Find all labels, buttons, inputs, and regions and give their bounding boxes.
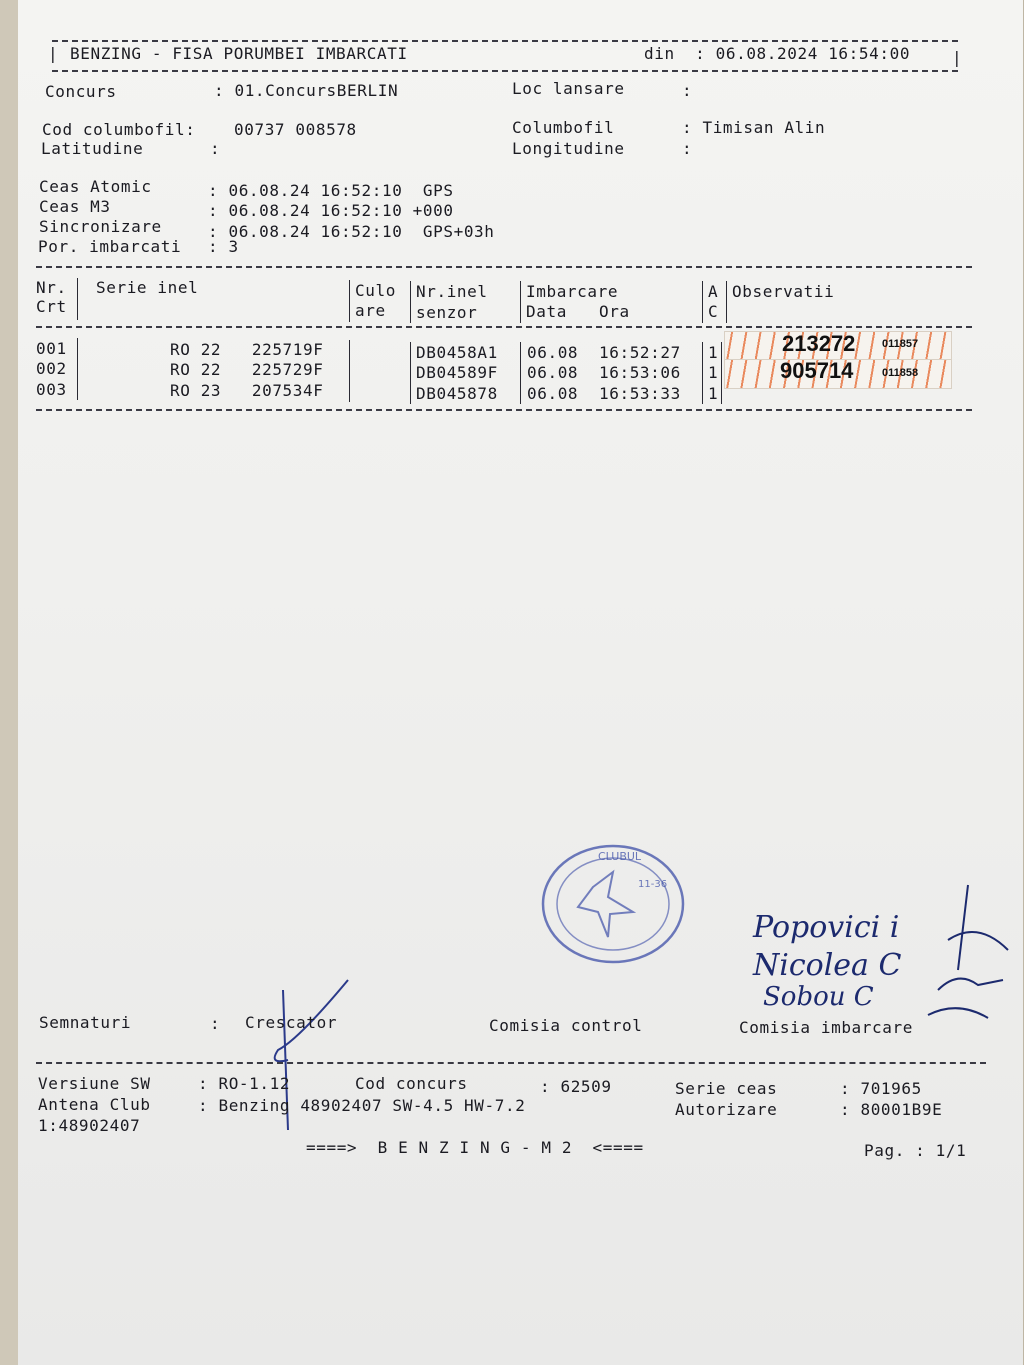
loc-lansare-value: : bbox=[682, 81, 693, 100]
row-3-date: 06.08 bbox=[527, 384, 579, 403]
form-title: BENZING - FISA PORUMBEI IMBARCATI bbox=[70, 44, 408, 63]
col-separator bbox=[349, 280, 350, 322]
concurs-value: : 01.ConcursBERLIN bbox=[214, 81, 399, 100]
row-2-serie: RO 22 225729F bbox=[170, 360, 324, 379]
cod-columbofil-label: Cod columbofil: bbox=[42, 120, 196, 139]
col-culoare-header-2: are bbox=[355, 301, 386, 320]
club-stamp-seal bbox=[538, 842, 688, 967]
table-top-divider bbox=[36, 266, 972, 268]
columbofil-label: Columbofil bbox=[512, 118, 615, 137]
col-separator bbox=[410, 342, 411, 404]
col-ac-header-2: C bbox=[708, 302, 719, 321]
col-separator bbox=[410, 281, 411, 323]
svg-text:CLUBUL: CLUBUL bbox=[598, 850, 642, 863]
col-separator bbox=[721, 342, 722, 404]
cod-concurs-value: : 62509 bbox=[540, 1077, 612, 1096]
row-2-date: 06.08 bbox=[527, 363, 579, 382]
printed-form-sheet bbox=[18, 0, 1023, 1365]
comisia-control-label: Comisia control bbox=[489, 1016, 643, 1035]
longitudine-label: Longitudine bbox=[512, 139, 625, 158]
row-1-serie: RO 22 225719F bbox=[170, 340, 324, 359]
footer-divider bbox=[36, 1062, 986, 1064]
col-nrinel-header-1: Nr.inel bbox=[416, 282, 488, 301]
col-separator bbox=[77, 278, 78, 320]
top-divider bbox=[52, 40, 958, 42]
versiune-sw-label: Versiune SW bbox=[38, 1074, 151, 1093]
col-separator bbox=[520, 281, 521, 323]
embarked-count-label: Por. imbarcati bbox=[38, 237, 182, 256]
col-separator bbox=[77, 338, 78, 400]
autorizare-label: Autorizare bbox=[675, 1100, 778, 1119]
col-data-header: Data bbox=[526, 302, 567, 321]
row-3-ac: 1 bbox=[708, 384, 719, 403]
page-number: Pag. : 1/1 bbox=[864, 1141, 967, 1160]
row-3-sensor: DB045878 bbox=[416, 384, 498, 403]
col-separator bbox=[726, 281, 727, 323]
latitudine-label: Latitudine bbox=[41, 139, 144, 158]
col-ora-header: Ora bbox=[599, 302, 630, 321]
sync-value: : 06.08.24 16:52:10 GPS+03h bbox=[208, 222, 495, 241]
longitudine-value: : bbox=[682, 139, 693, 158]
print-date: din : 06.08.2024 16:54:00 bbox=[644, 44, 911, 63]
sync-label: Sincronizare bbox=[39, 217, 162, 236]
col-separator bbox=[702, 342, 703, 404]
row-1-ac: 1 bbox=[708, 343, 719, 362]
antena-id: 1:48902407 bbox=[38, 1116, 141, 1135]
table-bottom-divider bbox=[36, 409, 972, 411]
latitudine-value: : bbox=[210, 139, 221, 158]
header-divider bbox=[52, 70, 958, 72]
antena-club-label: Antena Club bbox=[38, 1095, 151, 1114]
row-1-time: 16:52:27 bbox=[599, 343, 681, 362]
sticker-2-number: 905714 bbox=[780, 358, 854, 383]
sticker-2-code: 011858 bbox=[882, 367, 919, 379]
embarked-count-value: : 3 bbox=[208, 237, 239, 256]
col-separator bbox=[349, 340, 350, 402]
concurs-label: Concurs bbox=[45, 82, 117, 101]
row-1-nr: 001 bbox=[36, 339, 67, 358]
row-2-nr: 002 bbox=[36, 359, 67, 378]
loc-lansare-label: Loc lansare bbox=[512, 79, 625, 98]
row-2-sensor: DB04589F bbox=[416, 363, 498, 382]
col-serie-header: Serie inel bbox=[96, 278, 199, 297]
signature-strokes bbox=[918, 880, 1018, 1040]
autorizare-value: : 80001B9E bbox=[840, 1100, 943, 1119]
col-imbarcare-header: Imbarcare bbox=[526, 282, 619, 301]
serie-ceas-value: : 701965 bbox=[840, 1079, 922, 1098]
crescator-label: Crescator bbox=[245, 1013, 338, 1032]
row-3-nr: 003 bbox=[36, 380, 67, 399]
clock-m3-value: : 06.08.24 16:52:10 +000 bbox=[208, 201, 454, 220]
device-banner: ====> B E N Z I N G - M 2 <==== bbox=[306, 1138, 644, 1157]
clock-atomic-label: Ceas Atomic bbox=[39, 177, 152, 196]
sticker-1-code: 011857 bbox=[882, 338, 919, 350]
versiune-sw-value: : RO-1.12 bbox=[198, 1074, 291, 1093]
row-1-sensor: DB0458A1 bbox=[416, 343, 498, 362]
row-2-ac: 1 bbox=[708, 363, 719, 382]
handwritten-name-3: Sobou C bbox=[763, 982, 874, 1012]
columbofil-value: : Timisan Alin bbox=[682, 118, 826, 137]
handwritten-name-2: Nicolea C bbox=[753, 948, 902, 983]
cod-concurs-label: Cod concurs bbox=[355, 1074, 468, 1093]
sticker-1-number: 213272 bbox=[782, 331, 856, 356]
row-3-time: 16:53:33 bbox=[599, 384, 681, 403]
col-nr-header-1: Nr. bbox=[36, 278, 67, 297]
col-separator bbox=[702, 281, 703, 323]
antena-club-value: : Benzing 48902407 SW-4.5 HW-7.2 bbox=[198, 1096, 526, 1115]
col-ac-header-1: A bbox=[708, 282, 719, 301]
col-observatii-header: Observatii bbox=[732, 282, 835, 301]
clock-m3-label: Ceas M3 bbox=[39, 197, 111, 216]
handwritten-name-1: Popovici i bbox=[753, 910, 900, 945]
header-left-bar: | bbox=[48, 44, 59, 63]
row-3-serie: RO 23 207534F bbox=[170, 381, 324, 400]
cod-columbofil-value: 00737 008578 bbox=[234, 120, 357, 139]
svg-text:11-36: 11-36 bbox=[638, 879, 668, 890]
row-2-time: 16:53:06 bbox=[599, 363, 681, 382]
row-1-date: 06.08 bbox=[527, 343, 579, 362]
signatures-label: Semnaturi bbox=[39, 1013, 132, 1032]
col-separator bbox=[520, 342, 521, 404]
comisia-imbarcare-label: Comisia imbarcare bbox=[739, 1018, 913, 1037]
col-culoare-header-1: Culo bbox=[355, 281, 396, 300]
table-header-divider bbox=[36, 326, 972, 328]
col-nr-header-2: Crt bbox=[36, 297, 67, 316]
clock-atomic-value: : 06.08.24 16:52:10 GPS bbox=[208, 181, 454, 200]
col-nrinel-header-2: senzor bbox=[416, 303, 478, 322]
signatures-colon: : bbox=[210, 1014, 221, 1033]
header-right-bar: | bbox=[952, 48, 963, 67]
serie-ceas-label: Serie ceas bbox=[675, 1079, 778, 1098]
